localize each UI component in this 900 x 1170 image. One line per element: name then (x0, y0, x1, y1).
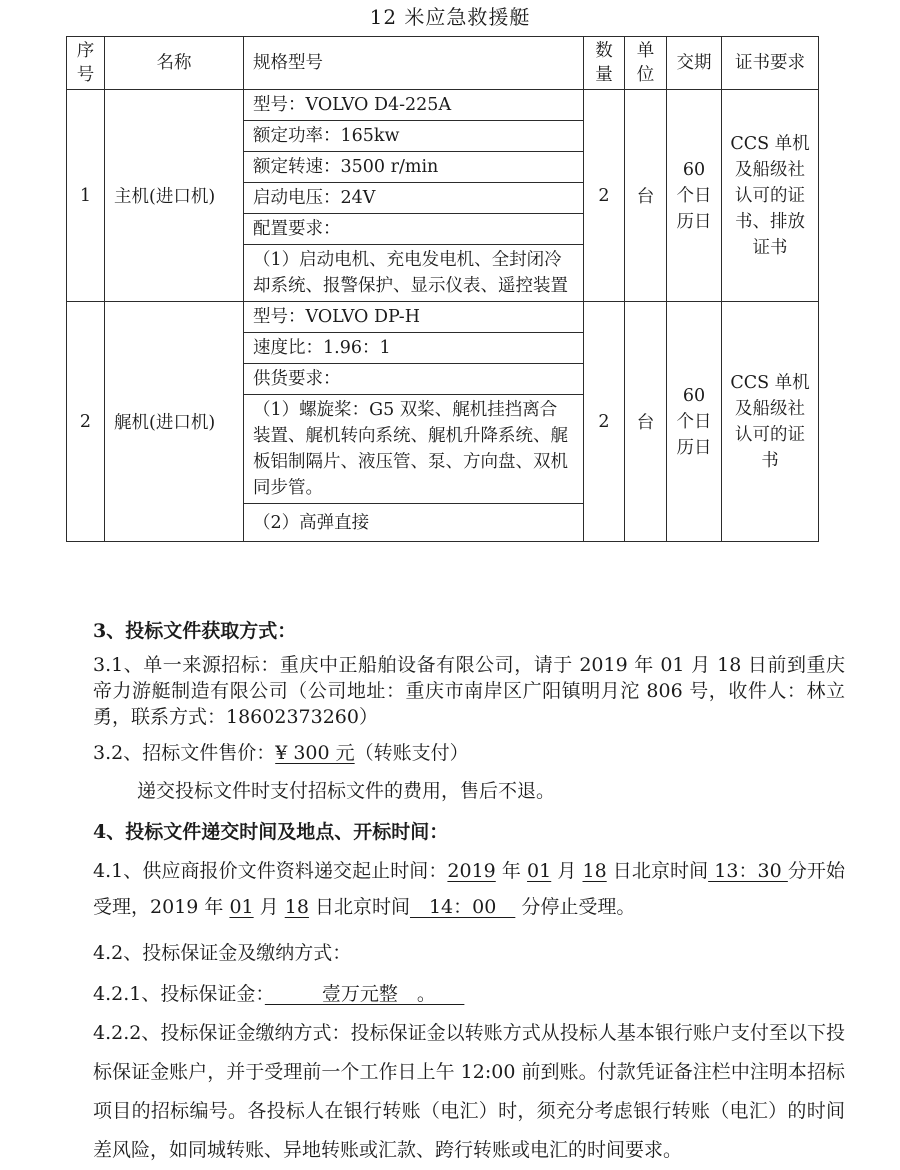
section3-2-paragraph (93, 740, 845, 766)
row2-cert: CCS 单机及船级社认可的证书 (722, 302, 819, 542)
p41-text: 分开始受理， (93, 860, 845, 918)
p41-text: 2019 年 (150, 896, 230, 918)
row1-qty: 2 (584, 90, 625, 302)
row2-spec-model: 型号：VOLVO DP-H (244, 302, 584, 333)
section4-2-1-paragraph (93, 981, 845, 1007)
p41-day-start: 18 (582, 860, 607, 882)
p41-text: 分停止受理。 (515, 896, 636, 918)
deposit-amount-blank: 壹万元整 。 (264, 983, 465, 1005)
document-page (0, 5, 900, 1161)
col-header-cert: 证书要求 (722, 37, 819, 90)
table-row (67, 302, 819, 333)
section3-2-note: 递交投标文件时支付招标文件的费用，售后不退。 (137, 780, 556, 802)
row1-spec-power: 额定功率：165kw (244, 121, 584, 152)
section4-2-paragraph: 4.2、投标保证金及缴纳方式： (93, 942, 352, 964)
row1-spec-model: 型号：VOLVO D4-225A (244, 90, 584, 121)
col-header-unit: 单位 (625, 37, 667, 90)
price-note: （转账支付） (354, 742, 469, 764)
row2-qty: 2 (584, 302, 625, 542)
col-header-spec: 规格型号 (244, 37, 584, 90)
row1-spec-voltage: 启动电压：24V (244, 183, 584, 214)
row2-spec-coupling: （2）高弹直接 (244, 504, 584, 542)
p41-text: 月 (253, 896, 285, 918)
row1-unit: 台 (625, 90, 667, 302)
price-value: ¥ 300 元 (275, 742, 355, 764)
section3-1-paragraph: 3.1、单一来源招标：重庆中正船舶设备有限公司，请于 2019 年 01 月 18 日前到重庆帝力游艇制造有限公司（公司地址：重庆市南岸区广阳镇明月沱 806 号，收件人：林立勇，联系方式：18602373260） (93, 654, 845, 728)
row2-spec-ratio: 速度比：1.96：1 (244, 333, 584, 364)
row2-unit: 台 (625, 302, 667, 542)
p41-month-end: 01 (229, 896, 254, 918)
col-header-name: 名称 (105, 37, 244, 90)
row2-delivery: 60 个日历日 (667, 302, 722, 542)
document-body (0, 618, 900, 1170)
price-label: 3.2、招标文件售价： (93, 742, 276, 764)
col-header-qty: 数量 (584, 37, 625, 90)
page-title: 12 米应急救援艇 (369, 5, 531, 29)
p41-time-start: 13：30 (708, 860, 788, 882)
p41-text: 月 (551, 860, 583, 882)
deposit-label: 4.2.1、投标保证金： (93, 983, 265, 1005)
table-row (67, 90, 819, 121)
row2-spec-supply-items: （1）螺旋桨：G5 双桨、艉机挂挡离合装置、艉机转向系统、艉机升降系统、艉板铝制隔片、液压管、泵、方向盘、双机同步管。 (244, 395, 584, 504)
p41-text: 年 (495, 860, 528, 882)
p41-month-start: 01 (527, 860, 552, 882)
row2-name: 艉机(进口机) (105, 302, 244, 542)
section4-heading: 4、投标文件递交时间及地点、开标时间： (93, 821, 449, 843)
section4-2-2-paragraph: 4.2.2、投标保证金缴纳方式：投标保证金以转账方式从投标人基本银行账户支付至以下投标保证金账户，并于受理前一个工作日上午 12:00 前到账。付款凭证备注栏中注明本招标项目的招标编号。各投标人在银行转账（电汇）时，须充分考虑银行转账（电汇）的时间差风险，如同城转账、异地转账或汇款、跨行转账或电汇的时间要求。 (93, 1022, 845, 1161)
p41-text: 日北京时间 (308, 896, 410, 918)
section4-1-paragraph (93, 853, 845, 925)
p41-text: 日北京时间 (606, 860, 709, 882)
row1-spec-config: 配置要求： (244, 214, 584, 245)
row1-spec-config-items: （1）启动电机、充电发电机、全封闭冷却系统、报警保护、显示仪表、遥控装置 (244, 245, 584, 302)
row1-delivery: 60 个日历日 (667, 90, 722, 302)
spec-table (66, 36, 819, 542)
section3-heading: 3、投标文件获取方式： (93, 620, 297, 642)
row1-spec-rpm: 额定转速：3500 r/min (244, 152, 584, 183)
row1-cert: CCS 单机及船级社认可的证书、排放证书 (722, 90, 819, 302)
col-header-seq: 序号 (67, 37, 105, 90)
row1-seq: 1 (67, 90, 105, 302)
table-header-row (67, 37, 819, 90)
row2-spec-supply: 供货要求： (244, 364, 584, 395)
col-header-delivery: 交期 (667, 37, 722, 90)
p41-text: 4.1、供应商报价文件资料递交起止时间： (93, 860, 448, 882)
row2-seq: 2 (67, 302, 105, 542)
p41-time-end: 14：00 (409, 896, 516, 918)
row1-name: 主机(进口机) (105, 90, 244, 302)
p41-day-end: 18 (284, 896, 309, 918)
p41-year-start: 2019 (447, 860, 496, 882)
